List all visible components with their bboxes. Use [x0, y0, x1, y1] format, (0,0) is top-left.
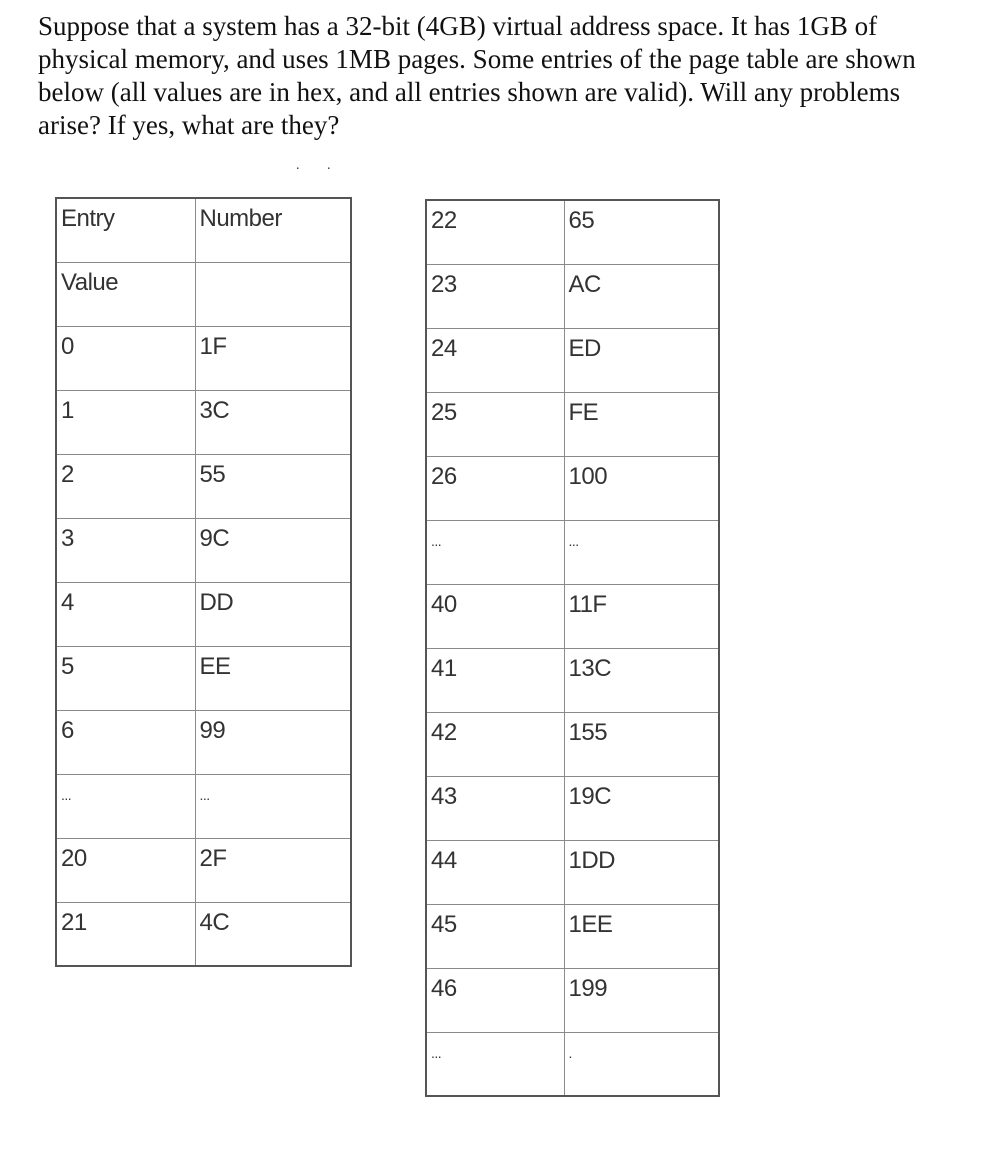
entry-cell: ...	[426, 1038, 564, 1102]
table-row	[56, 262, 351, 326]
table-row	[426, 328, 719, 392]
value-cell: 11F	[564, 584, 719, 648]
value-cell: ...	[564, 526, 719, 590]
entry-cell: 5	[56, 646, 195, 710]
entry-cell: 26	[426, 456, 564, 520]
entry-cell: 20	[56, 838, 195, 902]
entry-cell: 22	[426, 200, 564, 264]
table-row	[56, 582, 351, 646]
question-text: Suppose that a system has a 32-bit (4GB) virtual address space. It has 1GB of physical memory, and uses 1MB pages. Some entries of the page table are shown below (all values are in hex, and all entries shown are valid). Will any problems arise? If yes, what are they?	[38, 11, 916, 140]
table-row	[426, 648, 719, 712]
value-cell: 1F	[195, 326, 351, 390]
value-cell: AC	[564, 264, 719, 328]
table-row	[56, 774, 351, 838]
value-cell: 99	[195, 710, 351, 774]
value-cell: FE	[564, 392, 719, 456]
table-row	[426, 904, 719, 968]
value-cell: 19C	[564, 776, 719, 840]
table-row	[426, 968, 719, 1032]
table-row	[426, 584, 719, 648]
value-cell: 155	[564, 712, 719, 776]
table-row	[56, 646, 351, 710]
table-row	[426, 520, 719, 584]
entry-cell: 23	[426, 264, 564, 328]
stray-marks: . .	[296, 158, 343, 173]
table-row	[426, 1032, 719, 1096]
value-cell: 199	[564, 968, 719, 1032]
value-cell: 65	[564, 200, 719, 264]
entry-cell: 46	[426, 968, 564, 1032]
entry-cell: 21	[56, 902, 195, 966]
value-cell: 1EE	[564, 904, 719, 968]
entry-cell: 43	[426, 776, 564, 840]
value-cell: 1DD	[564, 840, 719, 904]
entry-cell: 24	[426, 328, 564, 392]
table-row	[426, 264, 719, 328]
entry-cell: 3	[56, 518, 195, 582]
value-cell: Number	[195, 198, 351, 262]
page-table-right-body	[426, 200, 719, 1096]
value-cell: 100	[564, 456, 719, 520]
entry-cell: 2	[56, 454, 195, 518]
table-row	[56, 454, 351, 518]
entry-cell: 40	[426, 584, 564, 648]
entry-cell: 0	[56, 326, 195, 390]
entry-cell: 4	[56, 582, 195, 646]
entry-cell: Entry	[56, 198, 195, 262]
table-row	[426, 200, 719, 264]
table-row	[426, 776, 719, 840]
entry-cell: 1	[56, 390, 195, 454]
entry-cell: 6	[56, 710, 195, 774]
entry-cell: ...	[56, 780, 195, 844]
entry-cell: 42	[426, 712, 564, 776]
table-row	[56, 710, 351, 774]
value-cell: EE	[195, 646, 351, 710]
table-row	[56, 518, 351, 582]
table-row	[426, 392, 719, 456]
entry-cell: 44	[426, 840, 564, 904]
value-cell: 9C	[195, 518, 351, 582]
value-cell: ...	[195, 780, 351, 844]
value-cell: .	[564, 1038, 719, 1102]
value-cell: 3C	[195, 390, 351, 454]
value-cell: 13C	[564, 648, 719, 712]
page-table-left	[55, 197, 352, 967]
table-row	[426, 840, 719, 904]
value-cell: 4C	[195, 902, 351, 966]
table-row	[56, 198, 351, 262]
value-cell: ED	[564, 328, 719, 392]
value-cell: 2F	[195, 838, 351, 902]
table-row	[426, 456, 719, 520]
table-row	[56, 390, 351, 454]
value-cell: DD	[195, 582, 351, 646]
entry-cell: Value	[56, 262, 195, 326]
table-row	[426, 712, 719, 776]
entry-cell: 45	[426, 904, 564, 968]
table-row	[56, 902, 351, 966]
value-cell	[195, 262, 351, 326]
page-table-left-body	[56, 198, 351, 966]
page-table-right	[425, 199, 720, 1097]
entry-cell: 41	[426, 648, 564, 712]
value-cell: 55	[195, 454, 351, 518]
table-row	[56, 838, 351, 902]
table-row	[56, 326, 351, 390]
entry-cell: 25	[426, 392, 564, 456]
entry-cell: ...	[426, 526, 564, 590]
